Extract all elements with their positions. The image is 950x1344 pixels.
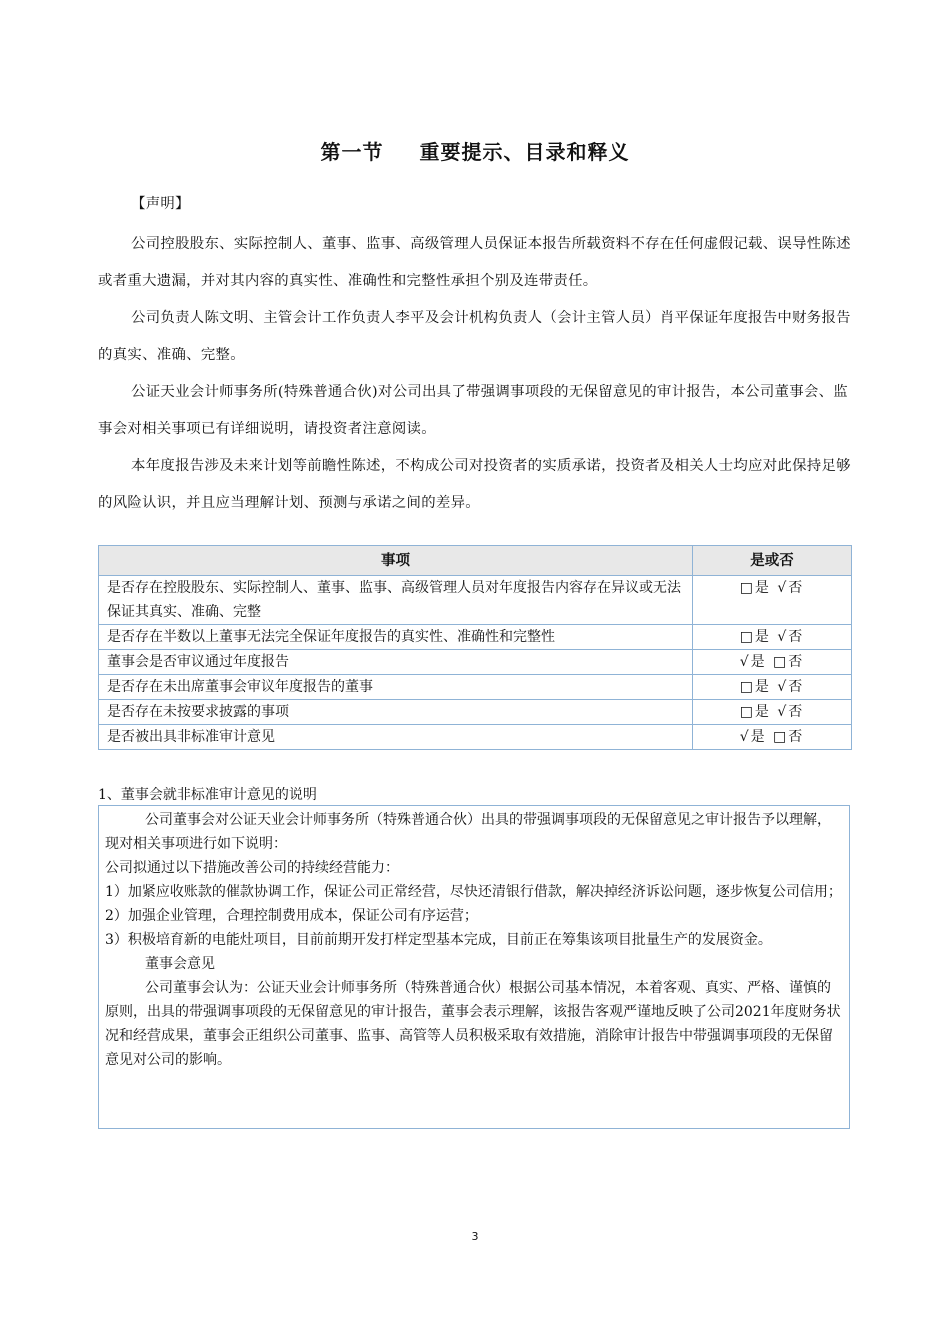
note-line: 1）加紧应收账款的催款协调工作，保证公司正常经营，尽快还清银行借款，解决掉经济诉讼问题，逐步恢复公司信用； — [105, 884, 842, 900]
note-line: 3）积极培育新的电能灶项目，目前前期开发打样定型基本完成，目前正在筹集该项目批量生产的发展资金。 — [105, 932, 772, 948]
table-cell-answer: □是 √否 — [693, 700, 852, 725]
paragraph-3: 公证天业会计师事务所(特殊普通合伙)对公司出具了带强调事项段的无保留意见的审计报告，本公司董事会、监事会对相关事项已有详细说明，请投资者注意阅读。 — [98, 384, 848, 437]
table-row — [99, 625, 852, 650]
page-number: 3 — [471, 1230, 479, 1243]
declaration-label: 【声明】 — [131, 196, 190, 212]
column-header-answer: 是或否 — [693, 546, 852, 576]
table-row — [99, 725, 852, 750]
section-title: 重要提示、目录和释义 — [419, 140, 630, 164]
note-line: 公司董事会认为：公证天业会计师事务所（特殊普通合伙）根据公司基本情况，本着客观、真实、严格、谨慎的原则，出具的带强调事项段的无保留意见的审计报告，董事会表示理解，该报告客观严谨地反映了公司2021年度财务状况和经营成果，董事会正组织公司董事、监事、高管等人员积极采取有效措施，消除审计报告中带强调事项段的无保留意见对公司的影响。 — [105, 980, 841, 1068]
table-row — [99, 675, 852, 700]
table-row — [99, 700, 852, 725]
table-cell-answer: □是 √否 — [693, 625, 852, 650]
paragraph-1: 公司控股股东、实际控制人、董事、监事、高级管理人员保证本报告所载资料不存在任何虚假记载、误导性陈述或者重大遗漏，并对其内容的真实性、准确性和完整性承担个别及连带责任。 — [98, 236, 851, 289]
note-subheading: 董事会意见 — [145, 956, 215, 972]
note-line: 2）加强企业管理，合理控制费用成本，保证公司有序运营； — [105, 908, 478, 924]
table-cell-item: 是否存在未按要求披露的事项 — [99, 700, 693, 725]
table-cell-answer: √是 □否 — [693, 725, 852, 750]
note-box — [98, 805, 850, 1129]
column-header-item: 事项 — [99, 546, 693, 576]
table-cell-item: 是否存在控股股东、实际控制人、董事、监事、高级管理人员对年度报告内容存在异议或无法保证其真实、准确、完整 — [99, 576, 693, 625]
table-cell-answer: √是 □否 — [693, 650, 852, 675]
paragraph-2: 公司负责人陈文明、主管会计工作负责人李平及会计机构负责人（会计主管人员）肖平保证年度报告中财务报告的真实、准确、完整。 — [98, 310, 851, 363]
table-cell-item: 是否存在半数以上董事无法完全保证年度报告的真实性、准确性和完整性 — [99, 625, 693, 650]
table-cell-item: 董事会是否审议通过年度报告 — [99, 650, 693, 675]
confirmation-table — [98, 545, 852, 750]
table-row — [99, 650, 852, 675]
table-row — [99, 576, 852, 625]
table-cell-answer: □是 √否 — [693, 675, 852, 700]
paragraph-4: 本年度报告涉及未来计划等前瞻性陈述，不构成公司对投资者的实质承诺，投资者及相关人士均应对此保持足够的风险认识，并且应当理解计划、预测与承诺之间的差异。 — [98, 458, 851, 511]
note-line: 公司董事会对公证天业会计师事务所（特殊普通合伙）出具的带强调事项段的无保留意见之审计报告予以理解，现对相关事项进行如下说明： — [105, 812, 831, 852]
table-cell-item: 是否存在未出席董事会审议年度报告的董事 — [99, 675, 693, 700]
note-title: 1、董事会就非标准审计意见的说明 — [98, 787, 317, 803]
note-line: 公司拟通过以下措施改善公司的持续经营能力： — [105, 860, 399, 876]
section-heading — [0, 136, 950, 165]
table-cell-answer: □是 √否 — [693, 576, 852, 625]
table-cell-item: 是否被出具非标准审计意见 — [99, 725, 693, 750]
table-header-row — [99, 546, 852, 576]
section-number: 第一节 — [320, 140, 384, 164]
